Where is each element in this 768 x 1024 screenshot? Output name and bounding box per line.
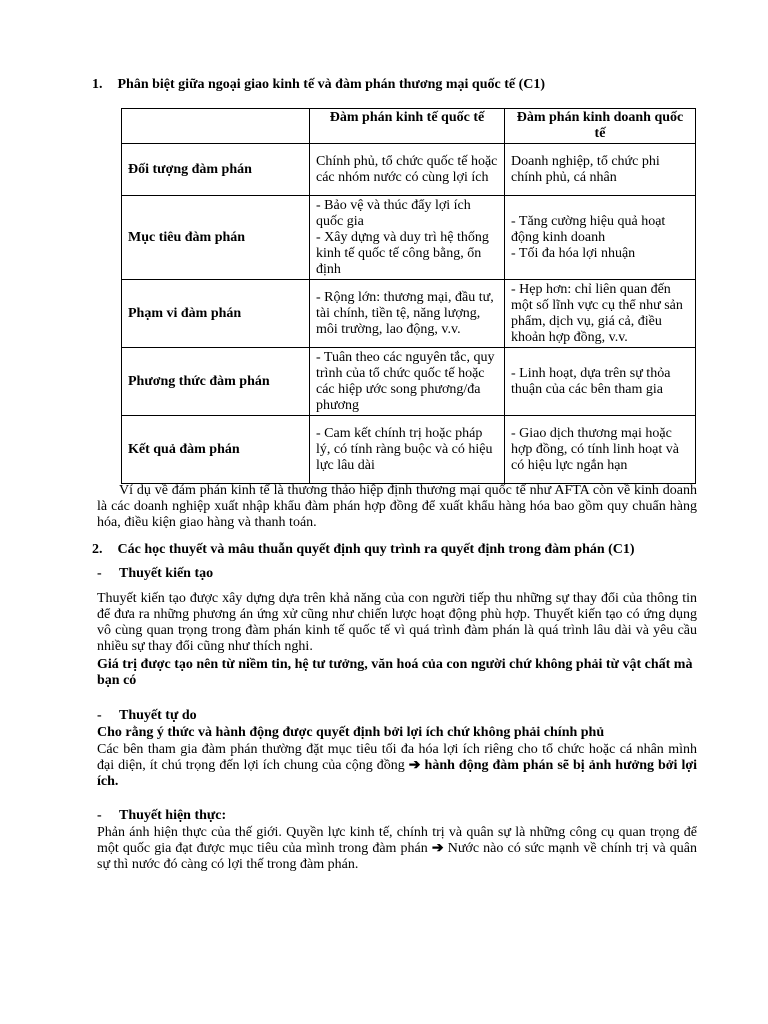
table-row: [122, 144, 696, 196]
example-paragraph: Ví dụ về đám phán kinh tế là thương thảo hiệp định thương mại quốc tế như AFTA còn về kinh doanh là các doanh nghiệp xuất nhập khẩu đàm phán hợp đồng để xuất khẩu hàng hóa bao gồm quy chuẩn hàng hóa, điều kiện giao hàng và thanh toán.: [97, 483, 697, 530]
arrow-icon: ➔: [431, 841, 444, 856]
row-label: Kết quả đàm phán: [122, 416, 310, 484]
section1-number: 1.: [92, 77, 103, 92]
section1-heading: [92, 77, 692, 93]
theory1-body: Thuyết kiến tạo được xây dựng dựa trên khả năng của con người tiếp thu những sự thay đổi của thông tin để đưa ra những phương án ứng xử cũng như chiến lược hoạt động phù hợp. Thuyết kiến tạo có ứng dụng vô cùng quan trọng trong đàm phán kinh tế quốc tế vì quá trình đàm phán là quá trình lâu dài và yêu cầu nhiều sự thay đổi cũng như thích nghi.: [97, 591, 697, 654]
table-cell: - Tuân theo các nguyên tắc, quy trình của tổ chức quốc tế hoặc các hiệp ước song phương/đa phương: [310, 348, 505, 416]
table-cell: - Cam kết chính trị hoặc pháp lý, có tính ràng buộc và có hiệu lực lâu dài: [310, 416, 505, 484]
table-row: [122, 348, 696, 416]
table-header-cell: Đàm phán kinh tế quốc tế: [310, 109, 505, 144]
section2-number: 2.: [92, 542, 103, 557]
table-row: [122, 416, 696, 484]
table-header-cell: [122, 109, 310, 144]
table-row: [122, 196, 696, 280]
table-cell: - Giao dịch thương mại hoặc hợp đồng, có tính linh hoạt và có hiệu lực ngắn hạn: [505, 416, 696, 484]
section2-heading-text: Các học thuyết và mâu thuẫn quyết định quy trình ra quyết định trong đàm phán (C1): [117, 542, 635, 557]
theory1-emphasis: Giá trị được tạo nên từ niềm tin, hệ tư tưởng, văn hoá của con người chứ không phải từ vật chất mà bạn có: [97, 657, 693, 688]
arrow-icon: ➔: [408, 758, 421, 773]
table-cell: - Bảo vệ và thúc đẩy lợi ích quốc gia - Xây dựng và duy trì hệ thống kinh tế quốc tế công bằng, ổn định: [310, 196, 505, 280]
table-header-row: [122, 109, 696, 144]
theory2-title: - Thuyết tự do: [97, 708, 197, 723]
table-cell: - Linh hoạt, dựa trên sự thỏa thuận của các bên tham gia: [505, 348, 696, 416]
theory2-emphasis: Cho rằng ý thức và hành động được quyết định bởi lợi ích chứ không phải chính phủ: [97, 725, 605, 740]
theory3-title: - Thuyết hiện thực:: [97, 808, 227, 823]
table-row: [122, 280, 696, 348]
row-label: Phạm vi đàm phán: [122, 280, 310, 348]
table-cell: - Tăng cường hiệu quả hoạt động kinh doanh - Tối đa hóa lợi nhuận: [505, 196, 696, 280]
table-cell: - Hẹp hơn: chỉ liên quan đến một số lĩnh vực cụ thể như sản phẩm, dịch vụ, giá cả, điều khoản hợp đồng, v.v.: [505, 280, 696, 348]
table-header-cell: Đàm phán kinh doanh quốc tế: [505, 109, 696, 144]
comparison-table: [121, 108, 696, 484]
table-cell: Doanh nghiệp, tổ chức phi chính phủ, cá nhân: [505, 144, 696, 196]
theory1-title: - Thuyết kiến tạo: [97, 566, 214, 581]
section2-heading: [92, 542, 692, 558]
section1-heading-text: Phân biệt giữa ngoại giao kinh tế và đàm phán thương mại quốc tế (C1): [117, 77, 545, 92]
theory2-body: Các bên tham gia đàm phán thường đặt mục tiêu tối đa hóa lợi ích riêng cho tổ chức hoặc cá nhân mình đại diện, ít chú trọng đến lợi ích chung của cộng đồng ➔ hành động đàm phán sẽ bị ảnh hưởng bởi lợi ích.: [97, 742, 697, 789]
row-label: Phương thức đàm phán: [122, 348, 310, 416]
row-label: Mục tiêu đàm phán: [122, 196, 310, 280]
table-cell: Chính phủ, tổ chức quốc tế hoặc các nhóm nước có cùng lợi ích: [310, 144, 505, 196]
row-label: Đối tượng đàm phán: [122, 144, 310, 196]
theory3-body: Phản ánh hiện thực của thế giới. Quyền lực kinh tế, chính trị và quân sự là những công cụ quan trọng để một quốc gia đạt được mục tiêu của mình trong đàm phán ➔ Nước nào có sức mạnh về chính trị và quân sự thì nước đó càng có lợi thế trong đàm phán.: [97, 825, 697, 872]
table-cell: - Rộng lớn: thương mại, đầu tư, tài chính, tiền tệ, năng lượng, môi trường, lao động, v.v.: [310, 280, 505, 348]
